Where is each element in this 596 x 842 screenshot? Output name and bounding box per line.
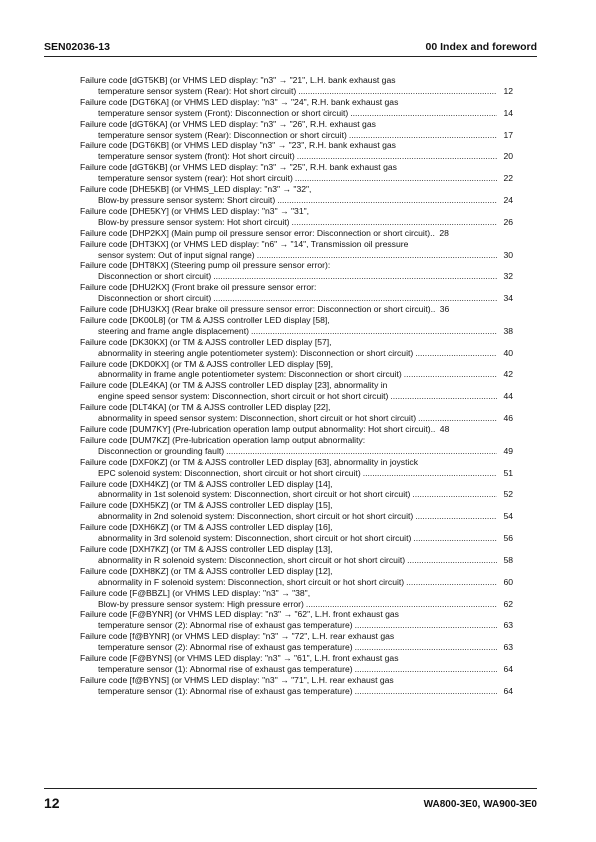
- toc-entry[interactable]: [80, 424, 513, 435]
- toc-entry-title: Failure code [DK30KX] (or TM & AJSS controller LED display [57],: [80, 336, 332, 347]
- dot-leader: [350, 108, 497, 119]
- toc-entry-subtitle: abnormality in R solenoid system: Disconnection, short circuit or hot short circuit): [98, 554, 406, 565]
- dot-leader: [298, 86, 497, 97]
- toc-entry[interactable]: [80, 119, 513, 141]
- toc-entry[interactable]: [80, 260, 513, 282]
- toc-entry-title: Failure code [DUM7KZ] (Pre-lubrication operation lamp output abnormality:: [80, 434, 366, 445]
- toc-entry-page: 32: [503, 271, 513, 282]
- toc-entry-page: 40: [503, 347, 513, 358]
- toc-entry[interactable]: [80, 675, 513, 697]
- toc-entry-subtitle: temperature sensor (2): Abnormal rise of exhaust gas temperature): [98, 620, 353, 631]
- toc-entry-page: 30: [503, 249, 513, 260]
- dot-leader: [349, 130, 497, 141]
- toc-entry-title: Failure code [DXF0KZ] (or TM & AJSS controller LED display [63], abnormality in joystick: [80, 456, 418, 467]
- toc-entry-page: 64: [503, 685, 513, 696]
- toc-entry-page: 17: [503, 129, 513, 140]
- toc-entry-page: 12: [503, 85, 513, 96]
- toc-entry-title: Failure code [DHE5KB] (or VHMS_LED display: "n3" → "32",: [80, 184, 312, 195]
- toc-entry-title: Failure code [DHP2KX] (Main pump oil pressure sensor error: Disconnection or short circuit)..: [80, 227, 435, 238]
- dot-leader: [355, 664, 497, 675]
- dot-leader: [355, 642, 497, 653]
- dot-leader: [404, 369, 497, 380]
- toc-entry-subtitle: temperature sensor system (rear): Hot short circuit): [98, 173, 293, 184]
- toc-entry-title: Failure code [DUM7KY] (Pre-lubrication operation lamp output abnormality: Hot short circuit)..: [80, 424, 436, 434]
- toc-entry-page: 42: [503, 369, 513, 380]
- toc-entry-subtitle: engine speed sensor system: Disconnection, short circuit or hot short circuit): [98, 391, 389, 402]
- toc-entry-page: 54: [503, 511, 513, 522]
- toc-entry[interactable]: [80, 500, 513, 522]
- toc-entry-title: Failure code [DHU3KX] (Rear brake oil pressure sensor error: Disconnection or short circuit)..: [80, 304, 436, 315]
- toc-entry-page: 44: [503, 391, 513, 402]
- dot-leader: [418, 413, 497, 424]
- toc-entry-title: Failure code [DLT4KA] (or TM & AJSS controller LED display [22],: [80, 402, 331, 413]
- toc-entry[interactable]: [80, 162, 513, 184]
- toc-entry[interactable]: [80, 479, 513, 501]
- toc-entry-subtitle: Disconnection or short circuit): [98, 271, 212, 282]
- dot-leader: [257, 250, 497, 261]
- toc-entry[interactable]: [80, 206, 513, 228]
- dot-leader: [297, 151, 497, 162]
- toc-entry-title: Failure code [f@BYNS] (or VHMS LED display: "n3" → "71", L.H. rear exhaust gas: [80, 674, 394, 685]
- toc-entry-page: 51: [503, 467, 513, 478]
- dot-leader: [355, 620, 497, 631]
- toc-entry-subtitle: Disconnection or short circuit): [98, 293, 212, 304]
- section-title: 00 Index and foreword: [425, 41, 537, 53]
- footer-divider: [44, 788, 537, 789]
- toc-entry[interactable]: [80, 228, 513, 239]
- dot-leader: [226, 446, 497, 457]
- toc-entry[interactable]: [80, 337, 513, 359]
- toc-entry[interactable]: [80, 315, 513, 337]
- toc-entry[interactable]: [80, 435, 513, 457]
- toc-entry[interactable]: [80, 402, 513, 424]
- toc-entry-page: 56: [503, 533, 513, 544]
- toc-entry[interactable]: [80, 522, 513, 544]
- page-number: 12: [44, 795, 60, 811]
- toc-entry-page: 60: [503, 576, 513, 587]
- toc-entry-page: 52: [503, 489, 513, 500]
- toc-entry-subtitle: temperature sensor system (Rear): Disconnection or short circuit): [98, 129, 347, 140]
- toc-entry-title: Failure code [f@BYNR] (or VHMS LED display: "n3" → "72", L.H. rear exhaust gas: [80, 631, 395, 642]
- dot-leader: [213, 293, 497, 304]
- toc-entry[interactable]: [80, 380, 513, 402]
- toc-entry-page: 62: [503, 598, 513, 609]
- toc-entry[interactable]: [80, 304, 513, 315]
- toc-entry[interactable]: [80, 653, 513, 675]
- toc-entry[interactable]: [80, 359, 513, 381]
- toc-entry-page: 49: [503, 445, 513, 456]
- toc-entry-page: 63: [503, 620, 513, 631]
- toc-entry-subtitle: temperature sensor system (Rear): Hot short circuit): [98, 85, 297, 96]
- model-names: WA800-3E0, WA900-3E0: [423, 799, 537, 810]
- dot-leader: [412, 489, 497, 500]
- dot-leader: [390, 391, 497, 402]
- toc-entry[interactable]: [80, 75, 513, 97]
- dot-leader: [407, 555, 497, 566]
- toc-entry[interactable]: [80, 631, 513, 653]
- toc-entry[interactable]: [80, 97, 513, 119]
- toc-entry-title: Failure code [dGT5KB] (or VHMS LED display: "n3" → "21", L.H. bank exhaust gas: [80, 75, 396, 85]
- toc-entry-subtitle: temperature sensor system (front): Hot short circuit): [98, 151, 295, 162]
- dot-leader: [251, 326, 497, 337]
- toc-entry-subtitle: temperature sensor system (Front): Disconnection or short circuit): [98, 107, 349, 118]
- dot-leader: [413, 533, 497, 544]
- toc-entry-subtitle: abnormality in 2nd solenoid system: Disconnection, short circuit or hot short circuit): [98, 511, 414, 522]
- toc-entry[interactable]: [80, 544, 513, 566]
- dot-leader: [292, 217, 497, 228]
- toc-entry-subtitle: Blow-by pressure sensor system: Short circuit): [98, 194, 276, 205]
- toc-entry-title: Failure code [dGT6KB] (or VHMS LED display: "n3" → "25", R.H. bank exhaust gas: [80, 162, 397, 173]
- toc-entry-page: 48: [439, 424, 450, 434]
- toc-entry-page: 38: [503, 325, 513, 336]
- toc-entry[interactable]: [80, 588, 513, 610]
- toc-entry-page: 26: [503, 216, 513, 227]
- toc-entry-title: Failure code [DXH8KZ] (or TM & AJSS controller LED display [12],: [80, 565, 333, 576]
- toc-entry-page: 46: [503, 413, 513, 424]
- toc-entry-title: Failure code [DXH5KZ] (or TM & AJSS controller LED display [15],: [80, 500, 333, 511]
- toc-entry[interactable]: [80, 609, 513, 631]
- toc-entry-page: 20: [503, 151, 513, 162]
- toc-entry-subtitle: temperature sensor (1): Abnormal rise of exhaust gas temperature): [98, 685, 353, 696]
- header-divider: [44, 56, 537, 57]
- toc-entry-title: Failure code [DXH6KZ] (or TM & AJSS controller LED display [16],: [80, 522, 333, 533]
- toc-entry-subtitle: Blow-by pressure sensor system: Hot short circuit): [98, 216, 290, 227]
- toc-entry-subtitle: abnormality in steering angle potentiometer system): Disconnection or short circuit): [98, 347, 414, 358]
- toc-entry-page: 64: [503, 663, 513, 674]
- toc-entry-subtitle: abnormality in 1st solenoid system: Disconnection, short circuit or hot short circuit): [98, 489, 411, 500]
- toc-entry-page: 14: [503, 107, 513, 118]
- toc-entry-page: 58: [503, 554, 513, 565]
- table-of-contents: [80, 75, 513, 697]
- toc-entry-subtitle: Disconnection or grounding fault): [98, 445, 225, 456]
- toc-entry-title: Failure code [F@BYNR] (or VHMS LED display: "n3" → "62", L.H. front exhaust gas: [80, 609, 399, 620]
- toc-entry-subtitle: temperature sensor (2): Abnormal rise of exhaust gas temperature): [98, 642, 353, 653]
- toc-entry-page: 24: [503, 194, 513, 205]
- toc-entry-title: Failure code [F@BBZL] (or VHMS LED display: "n3" → "38",: [80, 587, 311, 598]
- toc-entry-subtitle: EPC solenoid system: Disconnection, short circuit or hot short circuit): [98, 467, 361, 478]
- dot-leader: [355, 686, 497, 697]
- toc-entry-title: Failure code [DHU2KX] (Front brake oil pressure sensor error:: [80, 282, 317, 293]
- toc-entry-title: Failure code [DGT6KA] (or VHMS LED display: "n3" → "24", R.H. bank exhaust gas: [80, 96, 399, 107]
- toc-entry-subtitle: abnormality in speed sensor system: Disconnection, short circuit or hot short circuit): [98, 413, 417, 424]
- toc-entry-title: Failure code [DLE4KA] (or TM & AJSS controller LED display [23], abnormality in: [80, 380, 388, 391]
- toc-entry-subtitle: Blow-by pressure sensor system: High pressure error): [98, 598, 304, 609]
- toc-entry-page: 63: [503, 642, 513, 653]
- toc-entry-subtitle: abnormality in 3rd solenoid system: Disconnection, short circuit or hot short circuit): [98, 533, 412, 544]
- toc-entry[interactable]: [80, 140, 513, 162]
- document-id: SEN02036-13: [44, 41, 110, 53]
- toc-entry-title: Failure code [DHT3KX] (or VHMS LED display: "n6" → "14", Transmission oil pressure: [80, 238, 409, 249]
- toc-entry-page: 28: [439, 227, 449, 238]
- toc-entry-title: Failure code [DHE5KY] (or VHMS LED display: "n3" → "31",: [80, 205, 310, 216]
- dot-leader: [363, 468, 497, 479]
- toc-entry[interactable]: [80, 239, 513, 261]
- toc-entry-page: 22: [503, 173, 513, 184]
- toc-entry-page: 34: [503, 293, 513, 304]
- toc-entry-title: Failure code [F@BYNS] (or VHMS LED display: "n3" → "61", L.H. front exhaust gas: [80, 653, 399, 664]
- dot-leader: [415, 511, 497, 522]
- toc-entry-subtitle: abnormality in F solenoid system: Disconnection, short circuit or hot short circuit): [98, 576, 405, 587]
- toc-entry[interactable]: [80, 457, 513, 479]
- dot-leader: [295, 173, 497, 184]
- toc-entry[interactable]: [80, 184, 513, 206]
- toc-entry-title: Failure code [DKD0KX] (or TM & AJSS controller LED display [59],: [80, 358, 333, 369]
- dot-leader: [277, 195, 497, 206]
- toc-entry-title: Failure code [DHT8KX] (Steering pump oil pressure sensor error):: [80, 260, 331, 271]
- toc-entry-subtitle: temperature sensor (1): Abnormal rise of exhaust gas temperature): [98, 663, 353, 674]
- dot-leader: [213, 271, 497, 282]
- toc-entry-subtitle: sensor system: Out of input signal range): [98, 249, 255, 260]
- toc-entry-title: Failure code [dGT6KA] (or VHMS LED display: "n3" → "26", R.H. exhaust gas: [80, 118, 376, 129]
- dot-leader: [406, 577, 497, 588]
- toc-entry-subtitle: abnormality in frame angle potentiometer system: Disconnection or short circuit): [98, 369, 402, 380]
- toc-entry-title: Failure code [DK00L8] (or TM & AJSS controller LED display [58],: [80, 314, 330, 325]
- toc-entry-title: Failure code [DGT6KB] (or VHMS LED display "n3" → "23", R.H. bank exhaust gas: [80, 140, 396, 151]
- toc-entry-title: Failure code [DXH7KZ] (or TM & AJSS controller LED display [13],: [80, 543, 333, 554]
- toc-entry-title: Failure code [DXH4KZ] (or TM & AJSS controller LED display [14],: [80, 478, 333, 489]
- toc-entry-page: 36: [439, 304, 450, 315]
- toc-entry[interactable]: [80, 566, 513, 588]
- toc-entry-subtitle: steering and frame angle displacement): [98, 325, 249, 336]
- dot-leader: [306, 599, 497, 610]
- dot-leader: [415, 348, 497, 359]
- toc-entry[interactable]: [80, 282, 513, 304]
